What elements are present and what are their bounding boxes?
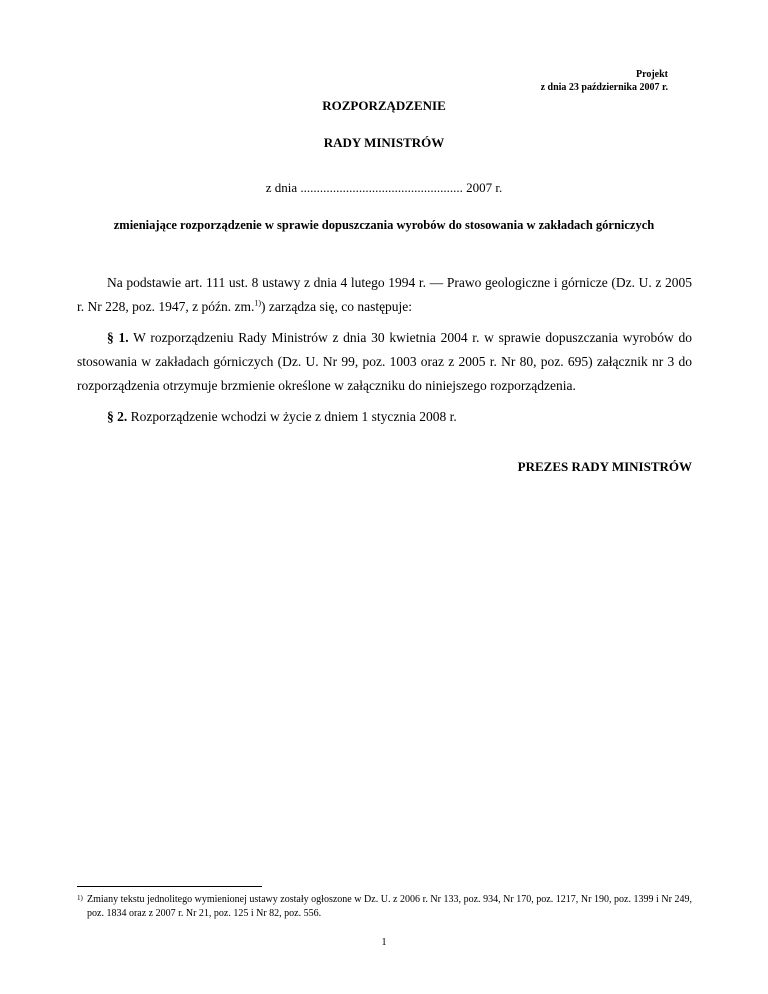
preamble-text-part1: Na podstawie art. 111 ust. 8 ustawy z dnia 4 lutego 1994 r. — Prawo geologiczne i górnicze (Dz. U. z 2005 r. Nr 228, poz. 1947, z późn. zm.: [77, 275, 692, 314]
footnote-text: Zmiany tekstu jednolitego wymienionej ustawy zostały ogłoszone w Dz. U. z 2006 r. Nr 133, poz. 934, Nr 170, poz. 1217, Nr 190, poz. 1399 i Nr 249, poz. 1834 oraz z 2007 r. Nr 21, poz. 125 i Nr 82, poz. 556.: [87, 894, 692, 919]
footnote-mark: 1): [77, 894, 83, 902]
signature-block: PREZES RADY MINISTRÓW: [517, 459, 692, 474]
section-1-paragraph: [77, 326, 692, 398]
section-1-label: § 1.: [107, 330, 129, 345]
draft-status: Projekt: [635, 69, 668, 80]
page-number: 1: [381, 937, 387, 948]
footnote: [77, 893, 692, 921]
draft-header: [541, 68, 668, 94]
issue-date-line: z dnia .................................................. 2007 r.: [265, 180, 503, 195]
preamble-text-part2: ) zarządza się, co następuje:: [261, 299, 413, 314]
regulation-subject: zmieniające rozporządzenie w sprawie dopuszczania wyrobów do stosowania w zakładach górniczych: [113, 218, 655, 232]
document-type-title: ROZPORZĄDZENIE: [322, 98, 446, 113]
draft-date: z dnia 23 października 2007 r.: [540, 82, 668, 93]
footnote-reference: 1): [254, 298, 262, 308]
section-2-text: Rozporządzenie wchodzi w życie z dniem 1 stycznia 2008 r.: [130, 409, 457, 424]
section-1-text: W rozporządzeniu Rady Ministrów z dnia 30 kwietnia 2004 r. w sprawie dopuszczania wyrobów do stosowania w zakładach górniczych (Dz. U. Nr 99, poz. 1003 oraz z 2005 r. Nr 80, poz. 695) załącznik nr 3 do rozporządzenia otrzymuje brzmienie określone w załączniku do niniejszego rozporządzenia.: [77, 330, 692, 393]
issuing-authority-title: RADY MINISTRÓW: [323, 135, 445, 150]
section-2-paragraph: [77, 405, 692, 429]
section-2-label: § 2.: [107, 409, 128, 424]
footnote-divider: [77, 886, 262, 887]
preamble-paragraph: [77, 271, 692, 319]
